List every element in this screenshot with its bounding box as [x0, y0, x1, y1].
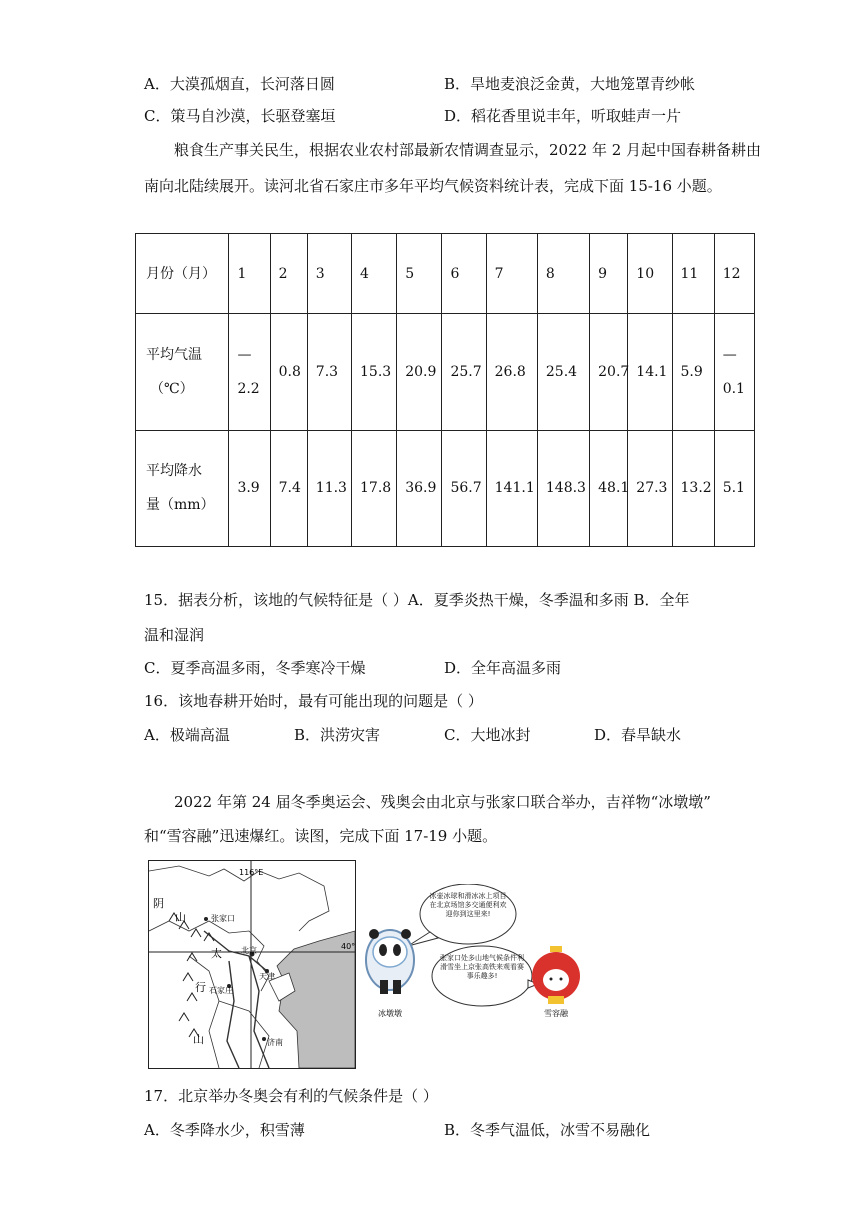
- precipitation-cell: 13.2: [672, 430, 714, 546]
- q17-options-row: [144, 1119, 764, 1143]
- precipitation-header: 平均降水 量（mm）: [136, 430, 229, 546]
- intro-paragraph-17-19-line1: 2022 年第 24 届冬季奥运会、残奥会由北京与张家口联合举办，吉祥物“冰墩墩”: [174, 793, 711, 811]
- q15-options-row: [144, 657, 764, 681]
- temperature-cell: — 2.2: [229, 314, 270, 430]
- map-label-yin: 阴: [153, 897, 164, 910]
- precipitation-cell: 56.7: [442, 430, 486, 546]
- q16-stem: 16．该地春耕开始时，最有可能出现的问题是（ ）: [144, 692, 483, 710]
- precipitation-cell: 7.4: [270, 430, 307, 546]
- precipitation-cell: 5.1: [714, 430, 754, 546]
- precipitation-cell: 11.3: [307, 430, 351, 546]
- map-label-shan-1: 山: [175, 911, 186, 924]
- q14-option-c: C．策马自沙漠，长驱登塞垣: [144, 107, 336, 125]
- q14-options-row2: [144, 105, 764, 129]
- temperature-cell: 15.3: [352, 314, 397, 430]
- map-label-shan-2: 山: [193, 1033, 204, 1046]
- q16-option-b: B．洪涝灾害: [294, 726, 381, 744]
- map-label-zhangjiakou: 张家口: [211, 914, 235, 923]
- map-label-shijiazhuang: 石家庄: [209, 986, 233, 995]
- temperature-row: [136, 314, 755, 430]
- mascot-name-shueyrhonrhon: 雪容融: [544, 1009, 568, 1018]
- temperature-cell: 7.3: [307, 314, 351, 430]
- longitude-label: 116°E: [239, 868, 264, 877]
- temperature-cell: 0.8: [270, 314, 307, 430]
- q17-option-a: A．冬季降水少，积雪薄: [144, 1121, 305, 1139]
- month-cell: 5: [397, 234, 442, 314]
- mascots-illustration: [360, 884, 590, 1024]
- month-cell: 3: [307, 234, 351, 314]
- month-cell: 1: [229, 234, 270, 314]
- month-cell: 2: [270, 234, 307, 314]
- precipitation-cell: 3.9: [229, 430, 270, 546]
- q15-stem-cont: 温和湿润: [144, 626, 205, 644]
- precipitation-row: [136, 430, 755, 546]
- map-label-beijing: 北京: [241, 946, 257, 955]
- temperature-cell: — 0.1: [714, 314, 754, 430]
- q14-option-d: D．稻花香里说丰年，听取蛙声一片: [444, 107, 682, 125]
- bubble-shueyrhonrhon-text: 张家口处多山地气候条件利滑雪坐上京张高铁来观看赛事乐趣多!: [440, 954, 524, 980]
- shueyrhonrhon-mascot: [532, 946, 580, 1004]
- precipitation-cell: 141.1: [486, 430, 537, 546]
- mascots-graphic: [360, 884, 590, 1024]
- month-header: 月份（月）: [136, 234, 229, 314]
- temperature-cell: 25.4: [537, 314, 589, 430]
- precipitation-cell: 36.9: [397, 430, 442, 546]
- q15-stem: 15．据表分析，该地的气候特征是（ ）A．夏季炎热干燥，冬季温和多雨 B．全年: [144, 591, 690, 609]
- bubble-bingdwendwen-text: 冰壶冰球和滑冰冰上项目在北京场馆多交通便利欢迎你到这里来!: [429, 892, 507, 918]
- precipitation-cell: 148.3: [537, 430, 589, 546]
- q17-option-b: B．冬季气温低，冰雪不易融化: [444, 1121, 651, 1139]
- q16-options-row: [144, 724, 764, 748]
- month-row: [136, 234, 755, 314]
- beijing-region-map: [148, 860, 356, 1069]
- month-cell: 9: [590, 234, 628, 314]
- month-cell: 4: [352, 234, 397, 314]
- mascot-name-bingdwendwen: 冰墩墩: [378, 1009, 402, 1018]
- q15-option-d: D．全年高温多雨: [444, 659, 562, 677]
- temperature-cell: 25.7: [442, 314, 486, 430]
- intro-paragraph-17-19-line2: 和“雪容融”迅速爆红。读图，完成下面 17-19 小题。: [144, 827, 498, 845]
- q16-option-a: A．极端高温: [144, 726, 230, 744]
- month-cell: 11: [672, 234, 714, 314]
- month-cell: 7: [486, 234, 537, 314]
- q15-option-c: C．夏季高温多雨，冬季寒冷干燥: [144, 659, 366, 677]
- map-label-tianjin: 天津: [259, 972, 275, 981]
- temperature-cell: 14.1: [628, 314, 672, 430]
- month-cell: 8: [537, 234, 589, 314]
- temperature-cell: 20.9: [397, 314, 442, 430]
- q14-options-row1: [144, 73, 764, 97]
- month-cell: 10: [628, 234, 672, 314]
- q14-option-a: A．大漠孤烟直，长河落日圆: [144, 75, 335, 93]
- temperature-cell: 5.9: [672, 314, 714, 430]
- month-cell: 6: [442, 234, 486, 314]
- latitude-label: 40°: [341, 942, 355, 951]
- map-label-xing: 行: [195, 981, 206, 994]
- temperature-header: 平均气温 （℃）: [136, 314, 229, 430]
- q17-stem: 17．北京举办冬奥会有利的气候条件是（ ）: [144, 1087, 438, 1105]
- intro-paragraph-15-16: 粮食生产事关民生，根据农业农村部最新农情调查显示，2022 年 2 月起中国春耕备耕由南向北陆续展开。读河北省石家庄市多年平均气候资料统计表，完成下面 15-16 小题。: [144, 141, 762, 195]
- precipitation-cell: 27.3: [628, 430, 672, 546]
- map-graphic: [149, 861, 355, 1068]
- month-cell: 12: [714, 234, 754, 314]
- precipitation-cell: 48.1: [590, 430, 628, 546]
- temperature-cell: 20.7: [590, 314, 628, 430]
- q16-option-c: C．大地冰封: [444, 726, 531, 744]
- temperature-cell: 26.8: [486, 314, 537, 430]
- climate-table: [135, 233, 755, 547]
- precipitation-cell: 17.8: [352, 430, 397, 546]
- q16-option-d: D．春旱缺水: [594, 726, 682, 744]
- bingdwendwen-mascot: [366, 929, 414, 994]
- q14-option-b: B．旱地麦浪泛金黄，大地笼罩青纱帐: [444, 75, 696, 93]
- map-label-tai: 太: [211, 947, 222, 960]
- map-label-jinan: 济南: [267, 1038, 283, 1047]
